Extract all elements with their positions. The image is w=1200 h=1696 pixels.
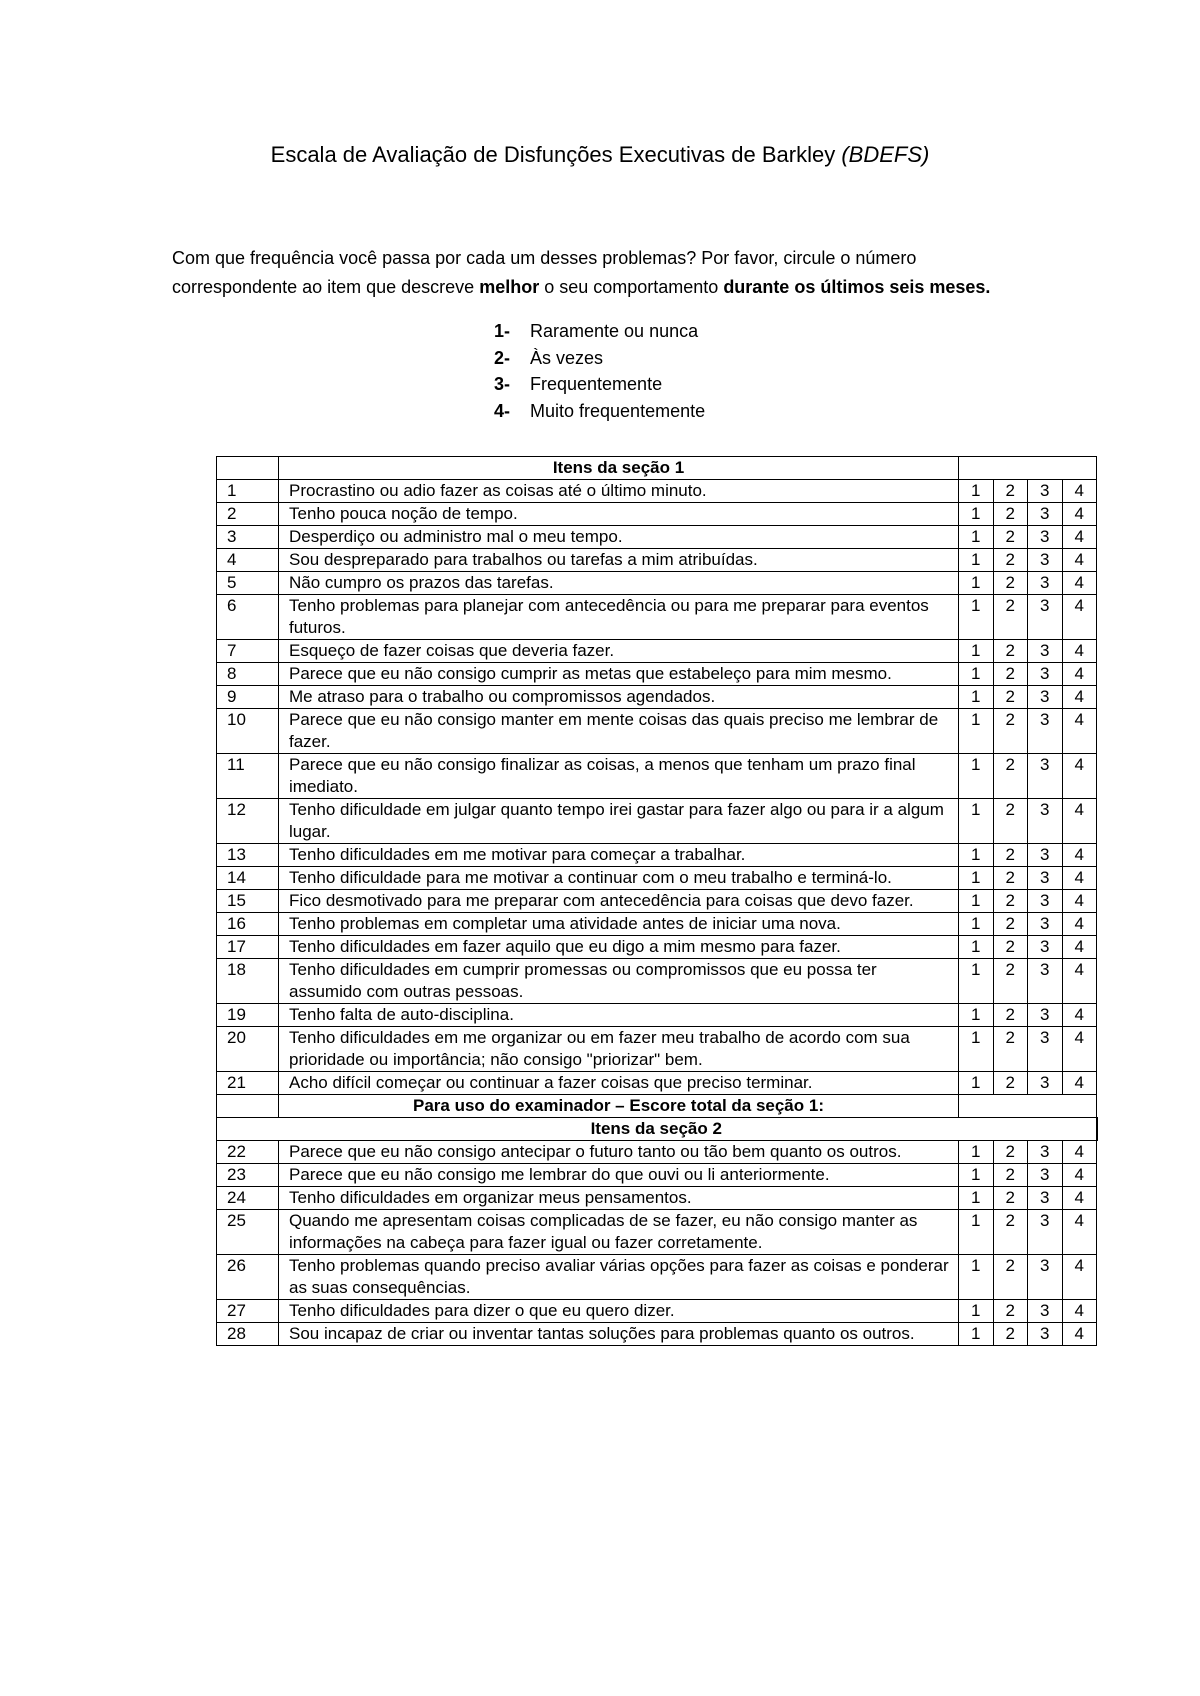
rating-option-3[interactable]: 3 xyxy=(1028,503,1063,526)
table-cell-empty xyxy=(217,457,279,480)
rating-option-3[interactable]: 3 xyxy=(1028,1187,1063,1210)
rating-option-4[interactable]: 4 xyxy=(1062,640,1097,663)
section-2-header-row xyxy=(217,1118,1097,1141)
rating-option-2[interactable]: 2 xyxy=(993,480,1028,503)
rating-option-4[interactable]: 4 xyxy=(1062,572,1097,595)
rating-option-1[interactable]: 1 xyxy=(959,1141,994,1164)
legend-number: 4- xyxy=(494,400,511,421)
rating-option-1[interactable]: 1 xyxy=(959,709,994,754)
item-number: 3 xyxy=(217,526,279,549)
rating-option-3[interactable]: 3 xyxy=(1028,640,1063,663)
item-number: 12 xyxy=(217,799,279,844)
instructions-text: o seu comportamento xyxy=(539,277,724,297)
rating-option-1[interactable]: 1 xyxy=(959,844,994,867)
rating-option-2[interactable]: 2 xyxy=(993,1255,1028,1300)
rating-option-1[interactable]: 1 xyxy=(959,549,994,572)
rating-option-4[interactable]: 4 xyxy=(1062,503,1097,526)
rating-option-4[interactable]: 4 xyxy=(1062,663,1097,686)
rating-option-3[interactable]: 3 xyxy=(1028,890,1063,913)
rating-option-1[interactable]: 1 xyxy=(959,1210,994,1255)
legend-number: 3- xyxy=(494,374,511,394)
item-number: 19 xyxy=(217,1004,279,1027)
rating-option-2[interactable]: 2 xyxy=(993,1323,1028,1346)
item-number: 25 xyxy=(217,1210,279,1255)
item-statement: Parece que eu não consigo antecipar o futuro tanto ou tão bem quanto os outros. xyxy=(279,1141,959,1164)
section-2-header: Itens da seção 2 xyxy=(217,1118,1097,1141)
item-number: 27 xyxy=(217,1300,279,1323)
rating-option-4[interactable]: 4 xyxy=(1062,1210,1097,1255)
item-statement: Quando me apresentam coisas complicadas de se fazer, eu não consigo manter as informações na cabeça para fazer igual ou fazer corretamente. xyxy=(279,1210,959,1255)
rating-option-3[interactable]: 3 xyxy=(1028,754,1063,799)
item-statement: Tenho dificuldade em julgar quanto tempo irei gastar para fazer algo ou para ir a algum lugar. xyxy=(279,799,959,844)
rating-option-3[interactable]: 3 xyxy=(1028,1323,1063,1346)
questionnaire-table xyxy=(216,456,1098,1346)
rating-option-1[interactable]: 1 xyxy=(959,1164,994,1187)
rating-option-4[interactable]: 4 xyxy=(1062,844,1097,867)
rating-option-4[interactable]: 4 xyxy=(1062,480,1097,503)
rating-option-1[interactable]: 1 xyxy=(959,663,994,686)
legend-number: 2- xyxy=(494,347,511,368)
rating-option-2[interactable]: 2 xyxy=(993,867,1028,890)
rating-option-2[interactable]: 2 xyxy=(993,709,1028,754)
rating-option-2[interactable]: 2 xyxy=(993,1164,1028,1187)
table-row xyxy=(217,890,1097,913)
item-statement: Me atraso para o trabalho ou compromissos agendados. xyxy=(279,686,959,709)
table-row xyxy=(217,867,1097,890)
table-row xyxy=(217,959,1097,1004)
item-statement: Tenho problemas em completar uma atividade antes de iniciar uma nova. xyxy=(279,913,959,936)
response-legend xyxy=(494,318,705,424)
rating-option-4[interactable]: 4 xyxy=(1062,959,1097,1004)
item-statement: Parece que eu não consigo cumprir as metas que estabeleço para mim mesmo. xyxy=(279,663,959,686)
rating-option-1[interactable]: 1 xyxy=(959,572,994,595)
legend-item xyxy=(494,398,705,425)
rating-option-3[interactable]: 3 xyxy=(1028,572,1063,595)
rating-option-1[interactable]: 1 xyxy=(959,754,994,799)
rating-option-1[interactable]: 1 xyxy=(959,595,994,640)
item-number: 24 xyxy=(217,1187,279,1210)
rating-option-3[interactable]: 3 xyxy=(1028,1004,1063,1027)
rating-option-4[interactable]: 4 xyxy=(1062,686,1097,709)
item-number: 16 xyxy=(217,913,279,936)
section-1-total-label-row xyxy=(217,1095,1097,1118)
rating-option-2[interactable]: 2 xyxy=(993,549,1028,572)
item-statement: Desperdiço ou administro mal o meu tempo. xyxy=(279,526,959,549)
rating-option-2[interactable]: 2 xyxy=(993,799,1028,844)
legend-number: 1- xyxy=(494,321,511,341)
rating-option-1[interactable]: 1 xyxy=(959,913,994,936)
legend-label: Raramente ou nunca xyxy=(530,321,699,341)
rating-option-1[interactable]: 1 xyxy=(959,1027,994,1072)
item-statement: Sou incapaz de criar ou inventar tantas soluções para problemas quanto os outros. xyxy=(279,1323,959,1346)
rating-option-3[interactable]: 3 xyxy=(1028,799,1063,844)
instructions xyxy=(172,244,1112,302)
instructions-line-1: Com que frequência você passa por cada um desses problemas? Por favor, circule o número xyxy=(172,248,917,268)
item-statement: Tenho dificuldades em organizar meus pensamentos. xyxy=(279,1187,959,1210)
item-number: 28 xyxy=(217,1323,279,1346)
rating-option-4[interactable]: 4 xyxy=(1062,799,1097,844)
rating-option-2[interactable]: 2 xyxy=(993,1027,1028,1072)
rating-option-2[interactable]: 2 xyxy=(993,640,1028,663)
legend-item xyxy=(494,318,705,345)
legend-label: Muito frequentemente xyxy=(530,400,706,421)
rating-option-3[interactable]: 3 xyxy=(1028,936,1063,959)
rating-option-4[interactable]: 4 xyxy=(1062,1027,1097,1072)
legend-item xyxy=(494,345,705,372)
rating-option-2[interactable]: 2 xyxy=(993,503,1028,526)
table-row xyxy=(217,1164,1097,1187)
rating-option-2[interactable]: 2 xyxy=(993,526,1028,549)
rating-option-3[interactable]: 3 xyxy=(1028,663,1063,686)
rating-option-2[interactable]: 2 xyxy=(993,1300,1028,1323)
table-row xyxy=(217,480,1097,503)
table-row xyxy=(217,526,1097,549)
item-statement: Tenho dificuldade para me motivar a continuar com o meu trabalho e terminá-lo. xyxy=(279,867,959,890)
table-row xyxy=(217,572,1097,595)
rating-option-4[interactable]: 4 xyxy=(1062,1141,1097,1164)
item-statement: Fico desmotivado para me preparar com antecedência para coisas que devo fazer. xyxy=(279,890,959,913)
rating-option-4[interactable]: 4 xyxy=(1062,709,1097,754)
table-row xyxy=(217,1210,1097,1255)
rating-option-1[interactable]: 1 xyxy=(959,1004,994,1027)
rating-option-3[interactable]: 3 xyxy=(1028,480,1063,503)
table-row xyxy=(217,913,1097,936)
table-row xyxy=(217,1027,1097,1072)
rating-option-3[interactable]: 3 xyxy=(1028,1210,1063,1255)
rating-option-3[interactable]: 3 xyxy=(1028,1141,1063,1164)
table-row xyxy=(217,1323,1097,1346)
item-number: 9 xyxy=(217,686,279,709)
item-statement: Tenho dificuldades para dizer o que eu quero dizer. xyxy=(279,1300,959,1323)
rating-option-3[interactable]: 3 xyxy=(1028,1164,1063,1187)
instructions-text: correspondente ao item que descreve xyxy=(172,277,480,297)
rating-option-1[interactable]: 1 xyxy=(959,503,994,526)
rating-option-3[interactable]: 3 xyxy=(1028,526,1063,549)
item-statement: Parece que eu não consigo finalizar as coisas, a menos que tenham um prazo final imediato. xyxy=(279,754,959,799)
item-statement: Tenho dificuldades em me organizar ou em fazer meu trabalho de acordo com sua prioridade ou importância; não consigo "priorizar" bem. xyxy=(279,1027,959,1072)
rating-option-1[interactable]: 1 xyxy=(959,936,994,959)
rating-option-3[interactable]: 3 xyxy=(1028,1255,1063,1300)
rating-option-2[interactable]: 2 xyxy=(993,1141,1028,1164)
item-number: 13 xyxy=(217,844,279,867)
item-statement: Parece que eu não consigo me lembrar do que ouvi ou li anteriormente. xyxy=(279,1164,959,1187)
rating-option-2[interactable]: 2 xyxy=(993,663,1028,686)
table-row xyxy=(217,709,1097,754)
rating-option-3[interactable]: 3 xyxy=(1028,913,1063,936)
table-row xyxy=(217,1141,1097,1164)
item-number: 14 xyxy=(217,867,279,890)
instructions-emphasis: durante os últimos seis meses. xyxy=(723,277,991,297)
rating-option-2[interactable]: 2 xyxy=(993,959,1028,1004)
rating-option-1[interactable]: 1 xyxy=(959,1187,994,1210)
rating-option-1[interactable]: 1 xyxy=(959,1300,994,1323)
page-title xyxy=(0,142,1200,168)
rating-option-3[interactable]: 3 xyxy=(1028,1072,1063,1095)
rating-option-4[interactable]: 4 xyxy=(1062,595,1097,640)
table-row xyxy=(217,503,1097,526)
rating-option-4[interactable]: 4 xyxy=(1062,867,1097,890)
rating-option-2[interactable]: 2 xyxy=(993,1072,1028,1095)
section-1-header-blank-cell xyxy=(959,457,1097,480)
rating-option-2[interactable]: 2 xyxy=(993,1210,1028,1255)
rating-option-1[interactable]: 1 xyxy=(959,890,994,913)
rating-option-3[interactable]: 3 xyxy=(1028,844,1063,867)
rating-option-3[interactable]: 3 xyxy=(1028,595,1063,640)
rating-option-1[interactable]: 1 xyxy=(959,799,994,844)
item-number: 21 xyxy=(217,1072,279,1095)
legend-label: Às vezes xyxy=(530,347,604,368)
table-row xyxy=(217,549,1097,572)
item-statement: Esqueço de fazer coisas que deveria fazer. xyxy=(279,640,959,663)
rating-option-3[interactable]: 3 xyxy=(1028,709,1063,754)
instructions-emphasis: melhor xyxy=(479,277,540,297)
rating-option-4[interactable]: 4 xyxy=(1062,549,1097,572)
rating-option-4[interactable]: 4 xyxy=(1062,1072,1097,1095)
rating-option-1[interactable]: 1 xyxy=(959,959,994,1004)
table-row xyxy=(217,640,1097,663)
table-row xyxy=(217,595,1097,640)
item-number: 18 xyxy=(217,959,279,1004)
rating-option-2[interactable]: 2 xyxy=(993,844,1028,867)
rating-option-3[interactable]: 3 xyxy=(1028,867,1063,890)
table-row xyxy=(217,1300,1097,1323)
title-main: Escala de Avaliação de Disfunções Executivas de Barkley xyxy=(270,142,842,167)
rating-option-4[interactable]: 4 xyxy=(1062,913,1097,936)
instructions-line-2 xyxy=(172,273,1112,302)
item-number: 2 xyxy=(217,503,279,526)
table-row xyxy=(217,686,1097,709)
item-statement: Tenho pouca noção de tempo. xyxy=(279,503,959,526)
rating-option-2[interactable]: 2 xyxy=(993,913,1028,936)
item-number: 8 xyxy=(217,663,279,686)
item-number: 6 xyxy=(217,595,279,640)
rating-option-2[interactable]: 2 xyxy=(993,1187,1028,1210)
rating-option-3[interactable]: 3 xyxy=(1028,549,1063,572)
item-statement: Não cumpro os prazos das tarefas. xyxy=(279,572,959,595)
rating-option-1[interactable]: 1 xyxy=(959,480,994,503)
item-statement: Sou despreparado para trabalhos ou tarefas a mim atribuídas. xyxy=(279,549,959,572)
rating-option-4[interactable]: 4 xyxy=(1062,1164,1097,1187)
rating-option-4[interactable]: 4 xyxy=(1062,1187,1097,1210)
rating-option-4[interactable]: 4 xyxy=(1062,1255,1097,1300)
table-row xyxy=(217,1187,1097,1210)
item-number: 20 xyxy=(217,1027,279,1072)
item-number: 4 xyxy=(217,549,279,572)
rating-option-4[interactable]: 4 xyxy=(1062,890,1097,913)
rating-option-3[interactable]: 3 xyxy=(1028,1027,1063,1072)
item-number: 7 xyxy=(217,640,279,663)
item-statement: Tenho dificuldades em me motivar para começar a trabalhar. xyxy=(279,844,959,867)
table-row xyxy=(217,844,1097,867)
section-1-total-label-blank-cell xyxy=(959,1095,1097,1118)
table-cell-empty xyxy=(217,1095,279,1118)
item-statement: Procrastino ou adio fazer as coisas até o último minuto. xyxy=(279,480,959,503)
item-number: 15 xyxy=(217,890,279,913)
rating-option-3[interactable]: 3 xyxy=(1028,1300,1063,1323)
table-row xyxy=(217,663,1097,686)
rating-option-2[interactable]: 2 xyxy=(993,1004,1028,1027)
table-row xyxy=(217,799,1097,844)
rating-option-3[interactable]: 3 xyxy=(1028,959,1063,1004)
table-row xyxy=(217,1072,1097,1095)
item-number: 5 xyxy=(217,572,279,595)
table-row xyxy=(217,754,1097,799)
legend-item xyxy=(494,371,705,398)
rating-option-2[interactable]: 2 xyxy=(993,686,1028,709)
rating-option-2[interactable]: 2 xyxy=(993,936,1028,959)
rating-option-1[interactable]: 1 xyxy=(959,1072,994,1095)
section-1-header-row xyxy=(217,457,1097,480)
section-1-header: Itens da seção 1 xyxy=(279,457,959,480)
legend-label: Frequentemente xyxy=(530,374,663,394)
rating-option-4[interactable]: 4 xyxy=(1062,754,1097,799)
rating-option-1[interactable]: 1 xyxy=(959,686,994,709)
rating-option-1[interactable]: 1 xyxy=(959,640,994,663)
rating-option-2[interactable]: 2 xyxy=(993,595,1028,640)
rating-option-2[interactable]: 2 xyxy=(993,754,1028,799)
title-abbreviation: (BDEFS) xyxy=(841,142,930,167)
rating-option-1[interactable]: 1 xyxy=(959,867,994,890)
rating-option-2[interactable]: 2 xyxy=(993,890,1028,913)
item-statement: Tenho problemas para planejar com antecedência ou para me preparar para eventos futuros. xyxy=(279,595,959,640)
rating-option-4[interactable]: 4 xyxy=(1062,936,1097,959)
item-number: 26 xyxy=(217,1255,279,1300)
item-number: 22 xyxy=(217,1141,279,1164)
item-number: 10 xyxy=(217,709,279,754)
rating-option-2[interactable]: 2 xyxy=(993,572,1028,595)
item-number: 23 xyxy=(217,1164,279,1187)
item-statement: Parece que eu não consigo manter em mente coisas das quais preciso me lembrar de fazer. xyxy=(279,709,959,754)
rating-option-4[interactable]: 4 xyxy=(1062,1300,1097,1323)
rating-option-1[interactable]: 1 xyxy=(959,1323,994,1346)
rating-option-3[interactable]: 3 xyxy=(1028,686,1063,709)
item-statement: Acho difícil começar ou continuar a fazer coisas que preciso terminar. xyxy=(279,1072,959,1095)
table-row xyxy=(217,1255,1097,1300)
item-statement: Tenho problemas quando preciso avaliar várias opções para fazer as coisas e ponderar as suas consequências. xyxy=(279,1255,959,1300)
item-statement: Tenho dificuldades em cumprir promessas ou compromissos que eu possa ter assumido com outras pessoas. xyxy=(279,959,959,1004)
item-number: 11 xyxy=(217,754,279,799)
rating-option-1[interactable]: 1 xyxy=(959,526,994,549)
item-statement: Tenho dificuldades em fazer aquilo que eu digo a mim mesmo para fazer. xyxy=(279,936,959,959)
rating-option-4[interactable]: 4 xyxy=(1062,1323,1097,1346)
table-row xyxy=(217,936,1097,959)
rating-option-1[interactable]: 1 xyxy=(959,1255,994,1300)
item-statement: Tenho falta de auto-disciplina. xyxy=(279,1004,959,1027)
rating-option-4[interactable]: 4 xyxy=(1062,1004,1097,1027)
item-number: 1 xyxy=(217,480,279,503)
rating-option-4[interactable]: 4 xyxy=(1062,526,1097,549)
table-row xyxy=(217,1004,1097,1027)
item-number: 17 xyxy=(217,936,279,959)
section-1-total-label: Para uso do examinador – Escore total da seção 1: xyxy=(279,1095,959,1118)
